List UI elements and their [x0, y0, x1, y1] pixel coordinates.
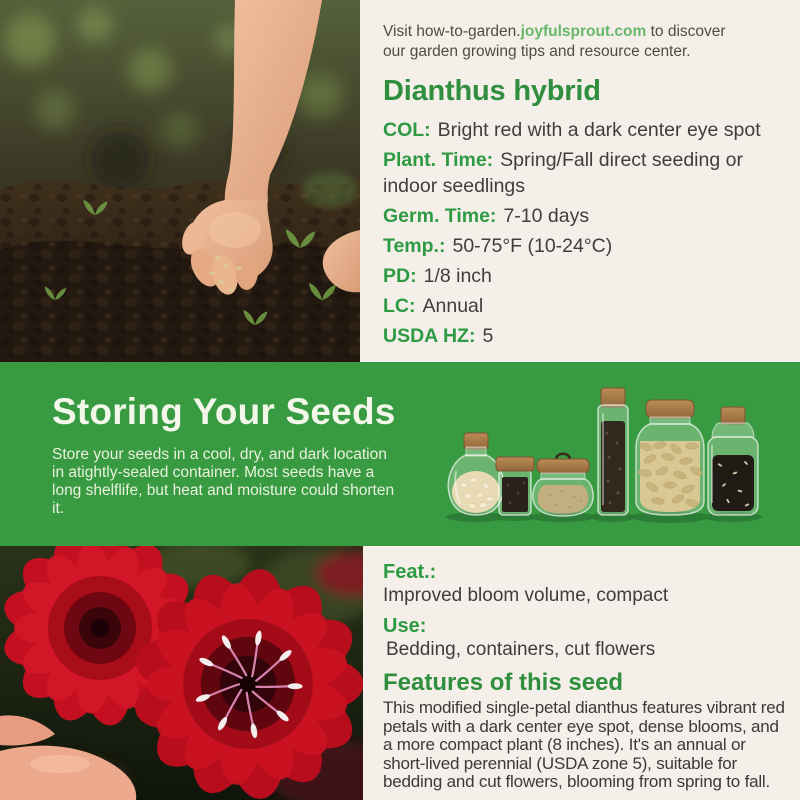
spec-value: 50-75°F (10-24°C)	[452, 235, 613, 257]
spec-label: Plant. Time:	[383, 149, 494, 171]
spec-row-life-cycle	[383, 293, 783, 319]
feat-value: Improved bloom volume, compact	[383, 585, 669, 606]
use-group	[383, 615, 788, 661]
red-dianthus-photo	[0, 546, 363, 800]
seed-jars-image	[440, 385, 785, 546]
storing-body: Store your seeds in a cool, dry, and dark location in atightly-sealed container. Most seeds have a long shelflife, but heat and moisture could shorten it.	[52, 446, 395, 517]
website-link[interactable]: joyfulsprout.com	[520, 23, 647, 40]
spec-label: LC:	[383, 295, 416, 317]
spec-label: USDA HZ:	[383, 325, 476, 347]
promo-suffix: to discover our garden growing tips and resource center.	[383, 23, 726, 60]
spec-value: Spring/Fall direct seeding or indoor seedlings	[383, 149, 743, 197]
features-title: Features of this seed	[383, 669, 624, 696]
spec-value: 5	[482, 325, 494, 347]
details-section	[363, 546, 800, 800]
spec-row-color	[383, 117, 783, 143]
spec-row-germ-time	[383, 203, 783, 229]
feat-group	[383, 561, 788, 607]
website-promo-text	[383, 22, 735, 61]
storing-section	[0, 362, 800, 546]
sowing-seeds-photo	[0, 0, 360, 362]
spec-label: Germ. Time:	[383, 205, 497, 227]
page-title: Dianthus hybrid	[383, 75, 601, 107]
seed-specs-list	[383, 117, 782, 349]
spec-label: PD:	[383, 265, 417, 287]
spec-label: Temp.:	[383, 235, 446, 257]
promo-prefix: Visit how-to-garden.	[383, 23, 521, 40]
spec-row-planting-depth	[383, 263, 783, 289]
spec-row-usda-zone	[383, 323, 783, 349]
use-label: Use:	[383, 615, 427, 637]
spec-value: 1/8 inch	[423, 265, 492, 287]
spec-label: COL:	[383, 119, 431, 141]
spec-value: 7-10 days	[503, 205, 590, 227]
features-body: This modified single-petal dianthus features vibrant red petals with a dark center eye spot, dense blooms, and a more compact plant (8 inches). It's an annual or short-lived perennial (USDA zone 5), suitable for bedding and cut flowers, blooming from spring to fall.	[383, 698, 785, 792]
storing-text-block	[52, 392, 412, 518]
seed-info-panel	[360, 0, 800, 362]
feat-label: Feat.:	[383, 561, 437, 583]
use-value: Bedding, containers, cut flowers	[386, 639, 656, 660]
spec-value: Annual	[422, 295, 484, 317]
spec-row-temperature	[383, 233, 783, 259]
spec-value: Bright red with a dark center eye spot	[437, 119, 761, 141]
storing-title: Storing Your Seeds	[52, 391, 396, 432]
spec-row-plant-time	[383, 147, 783, 199]
